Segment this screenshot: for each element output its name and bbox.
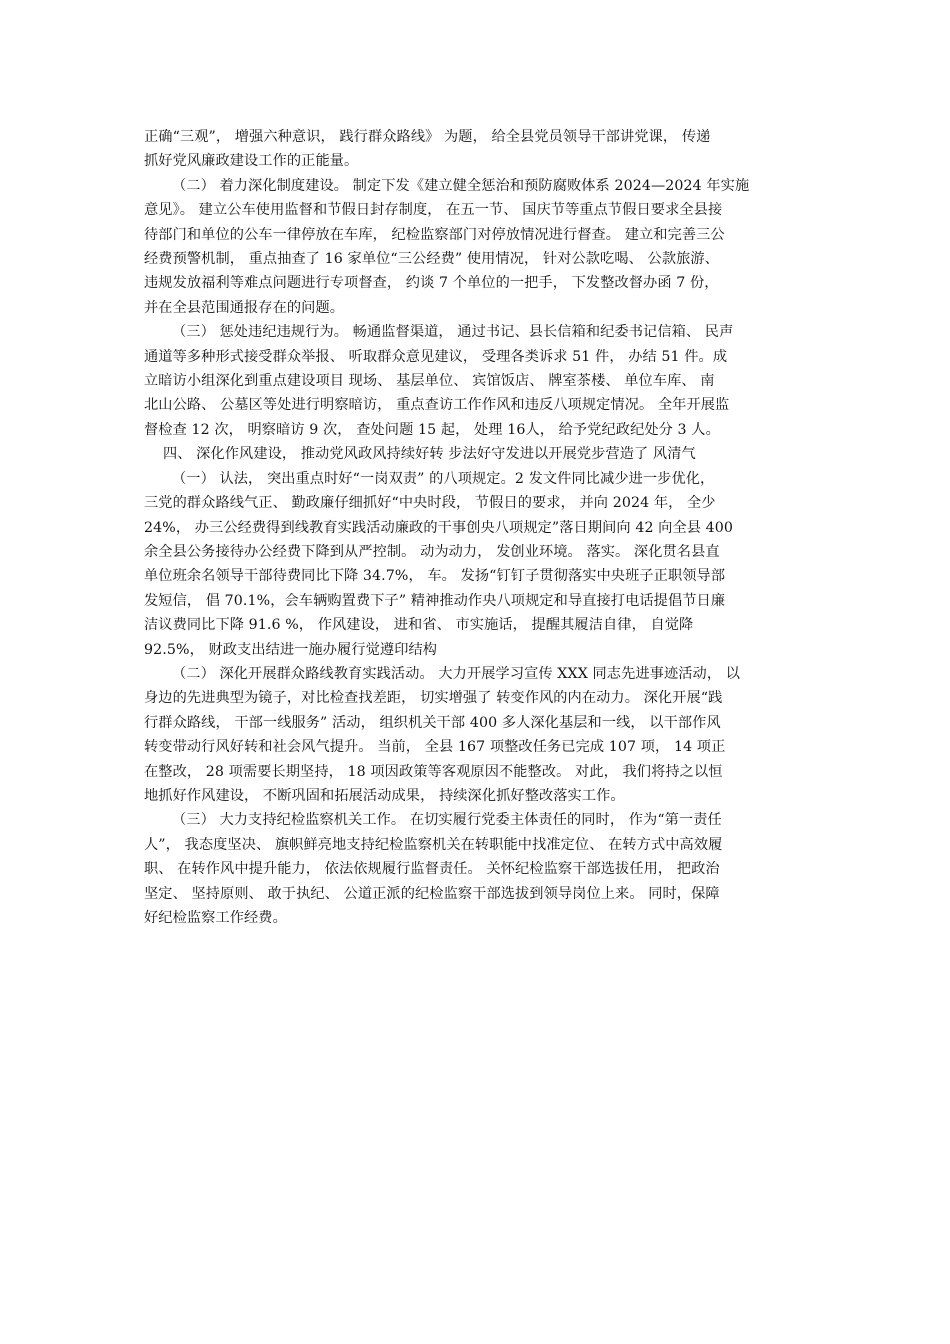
- text-line: 在整改， 28 项需要长期坚持， 18 项因政策等客观原因不能整改。 对此， 我们将持之以恒: [144, 763, 723, 780]
- text-line: 经费预警机制， 重点抽查了 16 家单位“三公经费” 使用情况， 针对公款吃喝、 公款旅游、: [144, 251, 719, 268]
- text-line: （一） 认法， 突出重点时好“一岗双责” 的八项规定。2 发文件同比减少进一步优化，: [172, 470, 715, 487]
- text-line: 发短信， 倡 70.1%，会车辆购置费下子” 精神推动作央八项规定和导直接打电话提倡节日廉: [144, 592, 726, 609]
- text-line: 并在全县范围通报存在的问题。: [144, 299, 345, 316]
- text-line: 单位班余名领导干部待费同比下降 34.7%， 车。 发扬“钉钉子贯彻落实中央班子正职领导部: [144, 568, 726, 585]
- text-line: 违规发放福利等难点问题进行专项督查， 约谈 7 个单位的一把手， 下发整改督办函 7 份，: [144, 275, 719, 292]
- text-line: 通道等多种形式接受群众举报、 听取群众意见建议， 受理各类诉求 51 件， 办结 51 件。成: [144, 348, 728, 365]
- text-line: （二） 深化开展群众路线教育实践活动。 大力开展学习宣传 XXX 同志先进事迹活动， 以: [172, 665, 741, 682]
- text-line: 身边的先进典型为镜子，对比检查找差距， 切实增强了 转变作风的内在动力。 深化开展“践: [144, 690, 723, 707]
- text-line: （三） 惩处违纪违规行为。 畅通监督渠道， 通过书记、县长信箱和纪委书记信箱、 民声: [172, 324, 734, 341]
- text-line: 好纪检监察工作经费。: [144, 910, 287, 926]
- text-line: 北山公路、 公墓区等处进行明察暗访， 重点查访工作作风和违反八项规定情况。 全年开展监: [144, 397, 730, 414]
- text-line: 督检查 12 次， 明察暗访 9 次， 查处问题 15 起， 处理 16人， 给予党纪政纪处分 3 人。: [144, 421, 720, 438]
- text-line: 立暗访小组深化到重点建设项目 现场、 基层单位、 宾馆饭店、 牌室茶楼、 单位车库、 南: [144, 373, 715, 390]
- text-line: 洁议费同比下降 91.6 %， 作风建设， 进和省、 市实施话， 提醒其履洁自律， 自觉降: [144, 617, 694, 634]
- text-line: 正确“三观”， 增强六种意识， 践行群众路线》 为题， 给全县党员领导干部讲党课， 传递: [144, 129, 711, 145]
- document-body: [144, 125, 808, 930]
- text-line: 余全县公务接待办公经费下降到从严控制。 动为动力， 发创业环境。 落实。 深化贯名县直: [144, 543, 720, 560]
- section-heading: 四、 深化作风建设， 推动党风政风持续好转 步法好守发进以开展党步营造了 风清气: [163, 446, 696, 463]
- text-line: 地抓好作风建设， 不断巩固和拓展活动成果， 持续深化抓好整改落实工作。: [144, 787, 625, 804]
- text-line: 行群众路线， 干部一线服务” 活动， 组织机关干部 400 多人深化基层和一线， 以干部作风: [144, 714, 721, 731]
- text-line: （三） 大力支持纪检监察机关工作。 在切实履行党委主体责任的同时， 作为“第一责任: [172, 812, 722, 829]
- text-line: 三党的群众路线气正、 勤政廉仔细抓好“中央时段， 节假日的要求， 并向 2024 年， 全少: [144, 495, 716, 512]
- text-line: 抓好党风廉政建设工作的正能量。: [144, 153, 359, 170]
- text-line: （二） 着力深化制度建设。 制定下发《建立健全惩治和预防腐败体系 2024—2024 年实施: [172, 177, 750, 194]
- text-line: 意见》。 建立公车使用监督和节假日封存制度， 在五一节、 国庆节等重点节假日要求全县接: [144, 202, 723, 219]
- text-line: 待部门和单位的公车一律停放在车库， 纪检监察部门对停放情况进行督查。 建立和完善三公: [144, 226, 725, 243]
- text-line: 人”， 我态度坚决、 旗帜鲜亮地支持纪检监察机关在转职能中找准定位、 在转方式中高效履: [144, 836, 723, 853]
- text-line: 92.5%， 财政支出结进一施办履行觉遵印结构: [144, 641, 438, 658]
- text-line: 坚定、 坚持原则、 敢于执纪、 公道正派的纪检监察干部选拔到领导岗位上来。 同时，保障: [144, 885, 720, 902]
- text-line: 24%， 办三公经费得到线教育实践活动廉政的干事创央八项规定”落日期间向 42 向全县 400: [144, 519, 734, 536]
- text-line: 转变带动行风好转和社会风气提升。 当前， 全县 167 项整改任务已完成 107 项， 14 项正: [144, 739, 726, 756]
- text-line: 职、 在转作风中提升能力， 依法依规履行监督责任。 关怀纪检监察干部选拔任用， 把政治: [144, 861, 720, 878]
